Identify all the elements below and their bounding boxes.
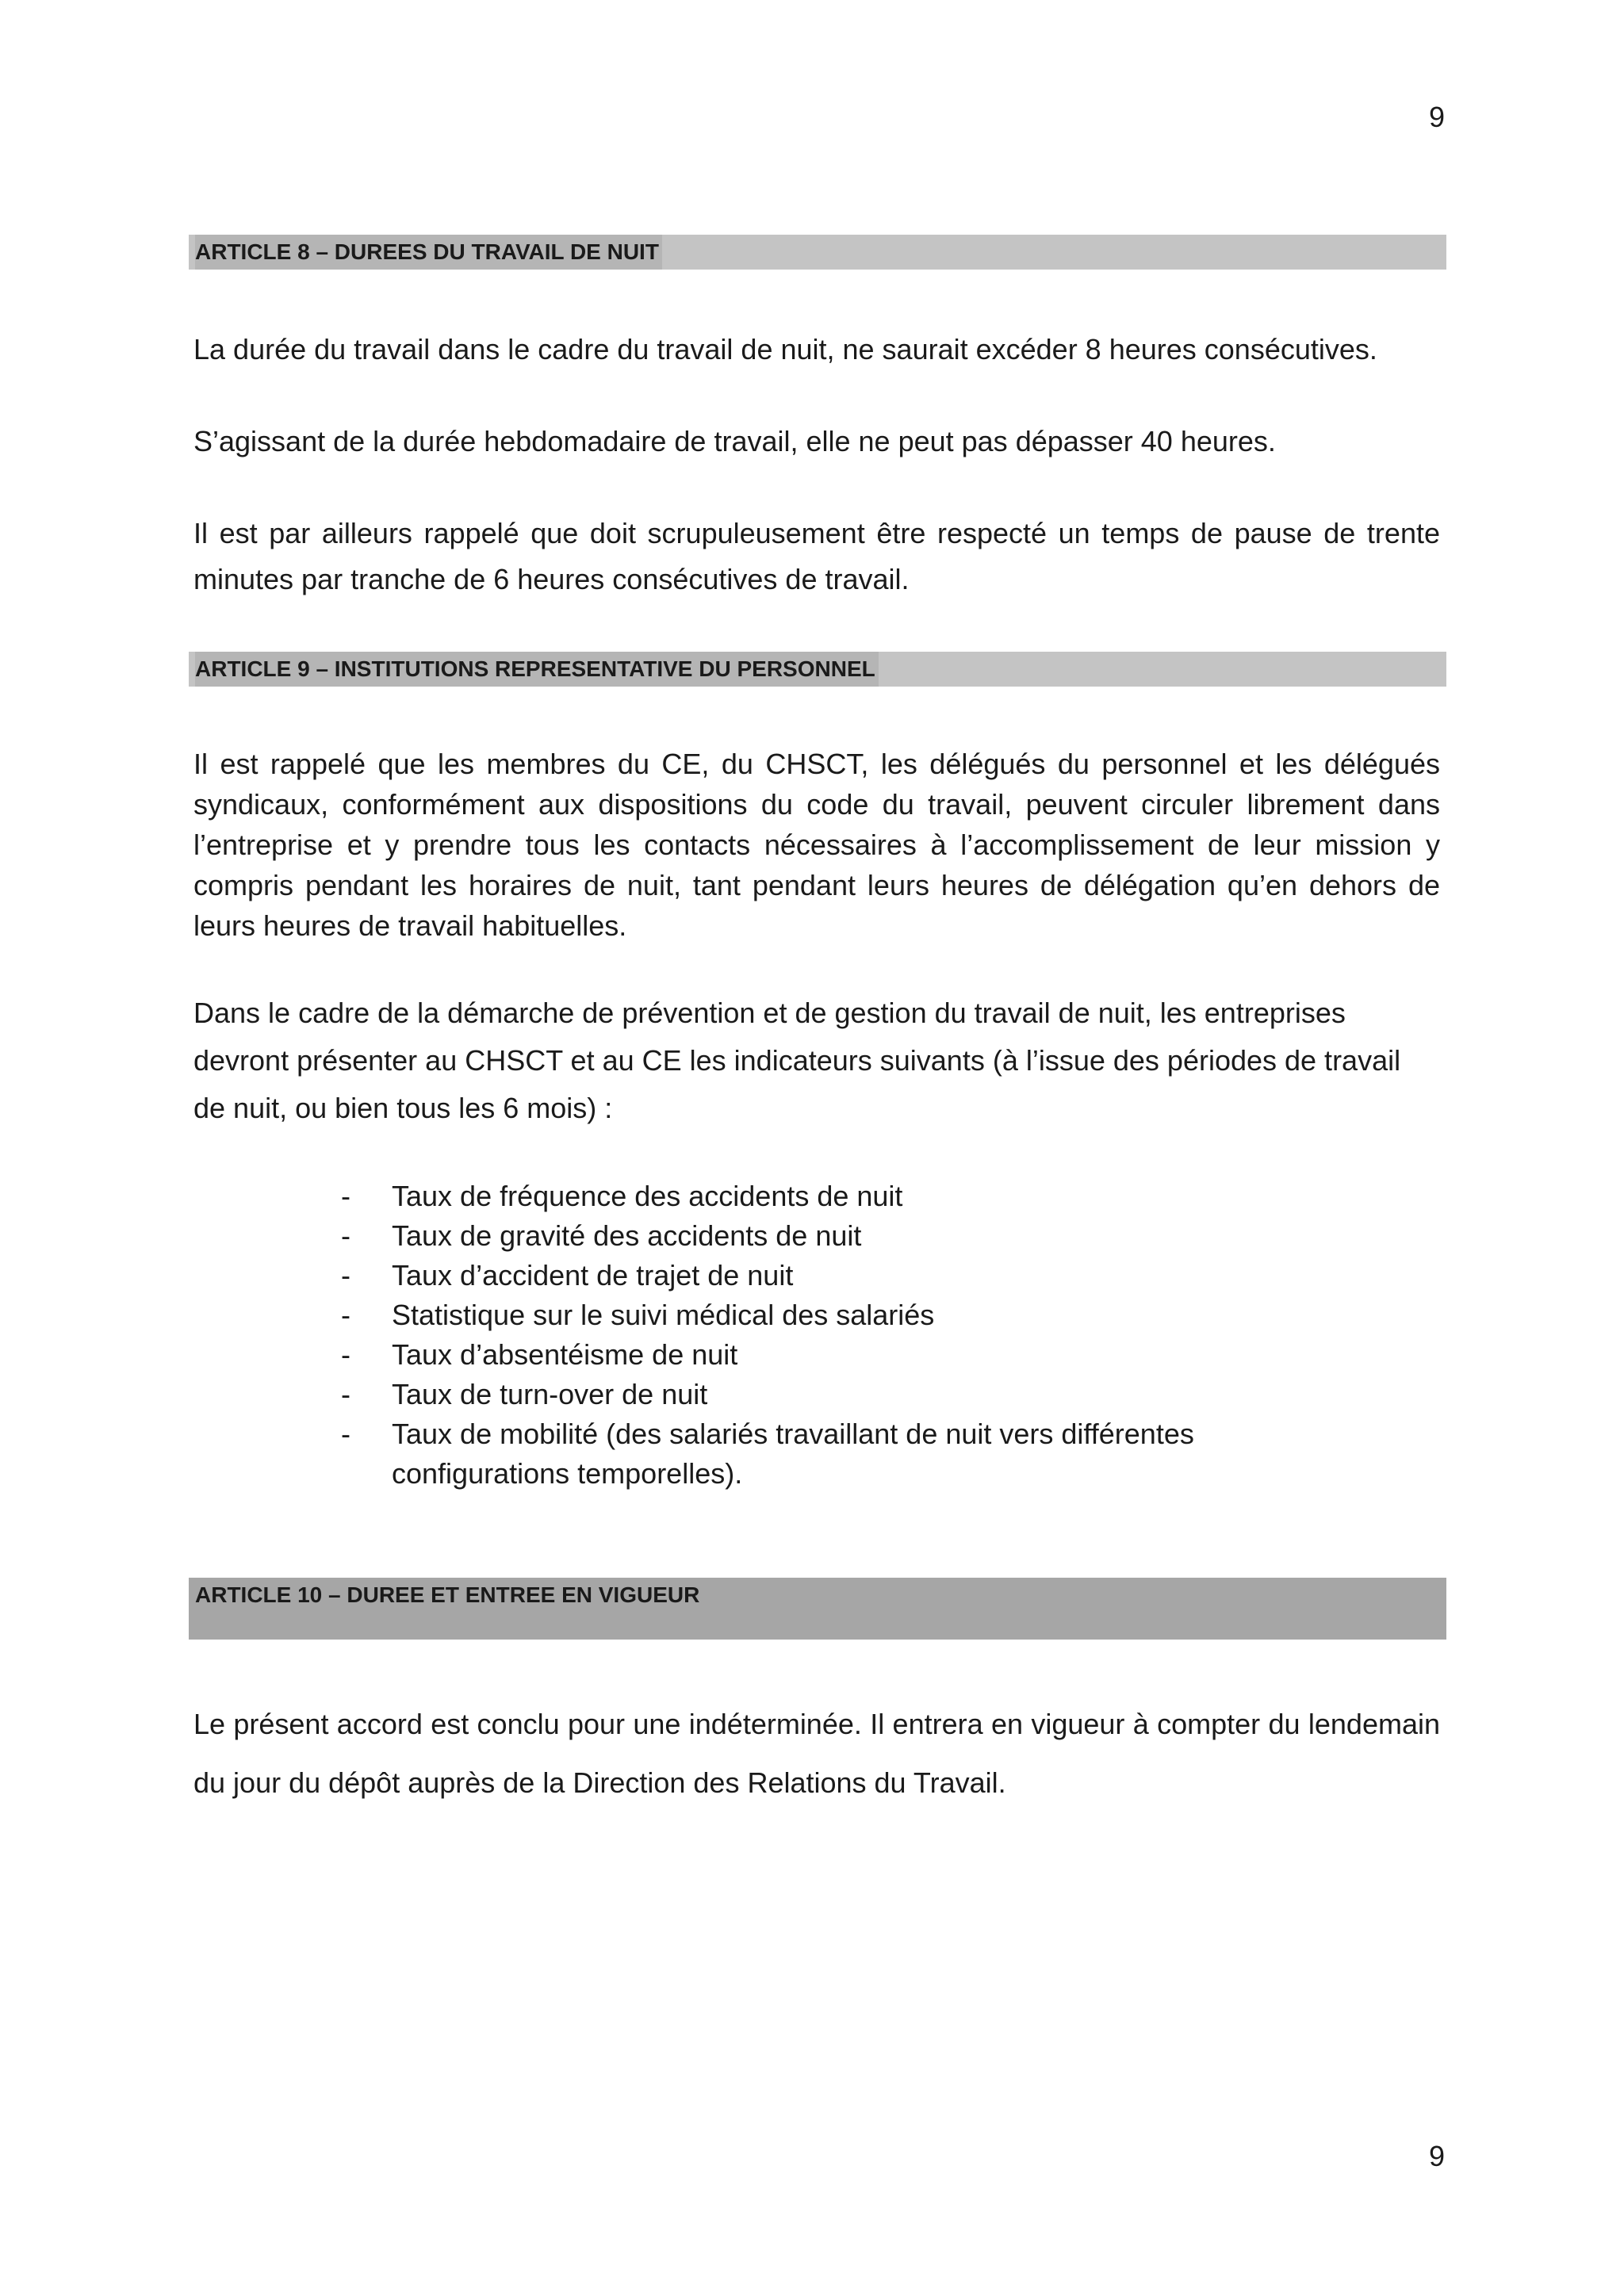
article-8-paragraph-2: S’agissant de la durée hebdomadaire de travail, elle ne peut pas dépasser 40 heures. (193, 425, 1276, 457)
list-item: - Taux de mobilité (des salariés travaillant de nuit vers différentes configurations temporelles). (341, 1418, 1194, 1490)
article-10-heading (189, 1578, 1446, 1640)
list-item: - Taux de turn-over de nuit (341, 1378, 708, 1410)
article-9-heading (189, 652, 1446, 687)
page-number-top: 9 (1428, 101, 1445, 133)
article-8-heading (189, 235, 1446, 270)
list-item: - Statistique sur le suivi médical des salariés (341, 1299, 935, 1331)
article-10-heading-label: ARTICLE 10 – DUREE ET ENTREE EN VIGUEUR (195, 1582, 700, 1607)
article-8-paragraph-1: La durée du travail dans le cadre du travail de nuit, ne saurait excéder 8 heures consécutives. (193, 333, 1377, 365)
page-number-bottom: 9 (1428, 2140, 1445, 2172)
list-item: - Taux d’accident de trajet de nuit (341, 1259, 794, 1292)
article-8-paragraph-3: Il est par ailleurs rappelé que doit scrupuleusement être respecté un temps de pause de trente minutes par tranche de 6 heures consécutives de travail. (193, 517, 1440, 595)
list-item: - Taux d’absentéisme de nuit (341, 1338, 738, 1371)
list-item: - Taux de fréquence des accidents de nuit (341, 1180, 903, 1212)
indicators-list (341, 1177, 1372, 1494)
article-9-paragraph-2: Dans le cadre de la démarche de prévention et de gestion du travail de nuit, les entreprises devront présenter au CHSCT et au CE les indicateurs suivants (à l’issue des périodes de travail de nuit, ou bien tous les 6 mois) : (193, 997, 1401, 1124)
article-9-heading-label: ARTICLE 9 – INSTITUTIONS REPRESENTATIVE DU PERSONNEL (195, 652, 879, 687)
list-item: - Taux de gravité des accidents de nuit (341, 1219, 862, 1252)
article-8-heading-label: ARTICLE 8 – DUREES DU TRAVAIL DE NUIT (195, 235, 662, 270)
article-10-paragraph-1: Le présent accord est conclu pour une indéterminée. Il entrera en vigueur à compter du lendemain du jour du dépôt auprès de la Direction des Relations du Travail. (193, 1708, 1440, 1799)
article-9-paragraph-1: Il est rappelé que les membres du CE, du CHSCT, les délégués du personnel et les délégués syndicaux, conformément aux dispositions du code du travail, peuvent circuler librement dans l’entreprise et y prendre tous les contacts nécessaires à l’accomplissement de leur mission y compris pendant les horaires de nuit, tant pendant leurs heures de délégation qu’en dehors de leurs heures de travail habituelles. (193, 748, 1440, 942)
